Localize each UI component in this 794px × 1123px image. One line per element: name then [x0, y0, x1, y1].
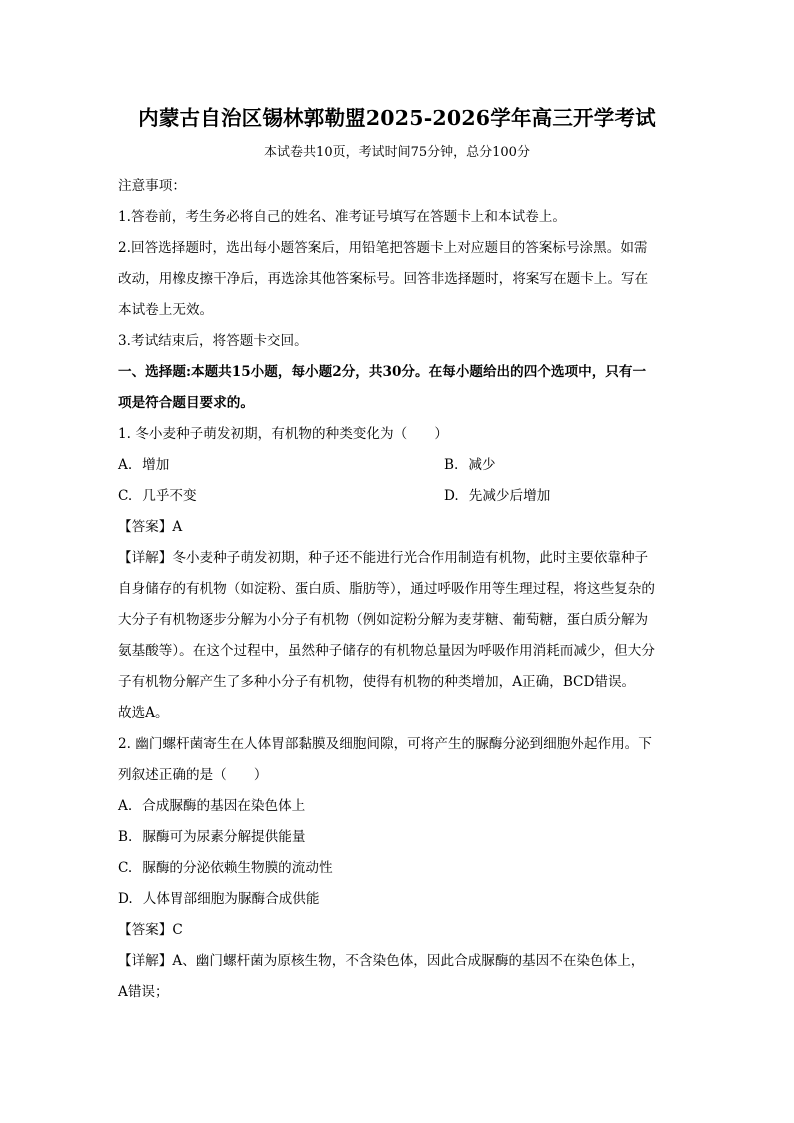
- question-1-option-c: [118, 486, 197, 506]
- option-text: 减少: [468, 457, 496, 473]
- option-letter: C.: [118, 488, 133, 504]
- question-2-option-d: [118, 889, 319, 909]
- option-text: 合成脲酶的基因在染色体上: [142, 798, 306, 814]
- question-1-option-a: [118, 455, 169, 475]
- option-letter: B.: [118, 829, 133, 845]
- option-text: 脲酶可为尿素分解提供能量: [142, 829, 306, 845]
- note-item-2-line-1: 2.回答选择题时，选出每小题答案后，用铅笔把答题卡上对应题目的答案标号涂黑。如需: [118, 240, 648, 256]
- question-2-explanation-line-2: A错误；: [118, 984, 169, 1000]
- question-1-explanation-line-5: 子有机物分解产生了多种小分子有机物，使得有机物的种类增加，A正确，BCD错误。: [118, 674, 636, 690]
- question-2-option-a: [118, 796, 305, 816]
- question-1-explanation-line-4: 氨基酸等）。在这个过程中，虽然种子储存的有机物总量因为呼吸作用消耗而减少，但大分: [118, 643, 655, 659]
- option-letter: B.: [444, 457, 459, 473]
- question-2-answer: 【答案】C: [118, 922, 183, 938]
- question-1-answer: 【答案】A: [118, 519, 183, 535]
- section-heading-line-1: 一、选择题:本题共15小题，每小题2分，共30分。在每小题给出的四个选项中，只有一: [118, 364, 647, 380]
- question-1-option-d: [444, 486, 550, 506]
- option-text: 几乎不变: [142, 488, 197, 504]
- option-text: 脲酶的分泌依赖生物膜的流动性: [142, 860, 333, 876]
- question-2-stem-line-1: 2. 幽门螺杆菌寄生在人体胃部黏膜及细胞间隙，可将产生的脲酶分泌到细胞外起作用。下: [118, 736, 652, 752]
- question-1-explanation-line-1: 【详解】冬小麦种子萌发初期，种子还不能进行光合作用制造有机物，此时主要依靠种子: [118, 550, 649, 566]
- question-2-stem-line-2: 列叙述正确的是（ ）: [118, 767, 268, 783]
- option-text: 先减少后增加: [468, 488, 551, 504]
- option-letter: D.: [118, 891, 133, 907]
- notes-heading: 注意事项：: [118, 178, 186, 194]
- question-2-option-c: [118, 858, 333, 878]
- section-heading-line-2: 项是符合题目要求的。: [118, 395, 254, 411]
- option-letter: C.: [118, 860, 133, 876]
- question-1-stem: 1. 冬小麦种子萌发初期，有机物的种类变化为（ ）: [118, 426, 448, 442]
- note-item-1: 1.答卷前，考生务必将自己的姓名、准考证号填写在答题卡上和本试卷上。: [118, 209, 566, 225]
- question-2-explanation-line-1: 【详解】A、幽门螺杆菌为原核生物，不含染色体，因此合成脲酶的基因不在染色体上，: [118, 953, 645, 969]
- question-1-explanation-line-3: 大分子有机物逐步分解为小分子有机物（例如淀粉分解为麦芽糖、葡萄糖，蛋白质分解为: [118, 612, 649, 628]
- option-letter: A.: [118, 798, 133, 814]
- note-item-3: 3.考试结束后，将答题卡交回。: [118, 333, 308, 349]
- option-letter: A.: [118, 457, 133, 473]
- option-text: 增加: [142, 457, 170, 473]
- page-title: 内蒙古自治区锡林郭勒盟2025-2026学年高三开学考试: [138, 106, 656, 130]
- question-1-option-b: [444, 455, 496, 475]
- question-1-conclusion: 故选A。: [118, 705, 169, 721]
- question-2-option-b: [118, 827, 305, 847]
- question-1-explanation-line-2: 自身储存的有机物（如淀粉、蛋白质、脂肪等），通过呼吸作用等生理过程，将这些复杂的: [118, 581, 655, 597]
- note-item-2-line-3: 本试卷上无效。: [118, 302, 214, 318]
- option-text: 人体胃部细胞为脲酶合成供能: [142, 891, 320, 907]
- exam-info: 本试卷共10页，考试时间75分钟，总分100分: [264, 145, 530, 160]
- note-item-2-line-2: 改动，用橡皮擦干净后，再选涂其他答案标号。回答非选择题时，将案写在题卡上。写在: [118, 271, 649, 287]
- option-letter: D.: [444, 488, 459, 504]
